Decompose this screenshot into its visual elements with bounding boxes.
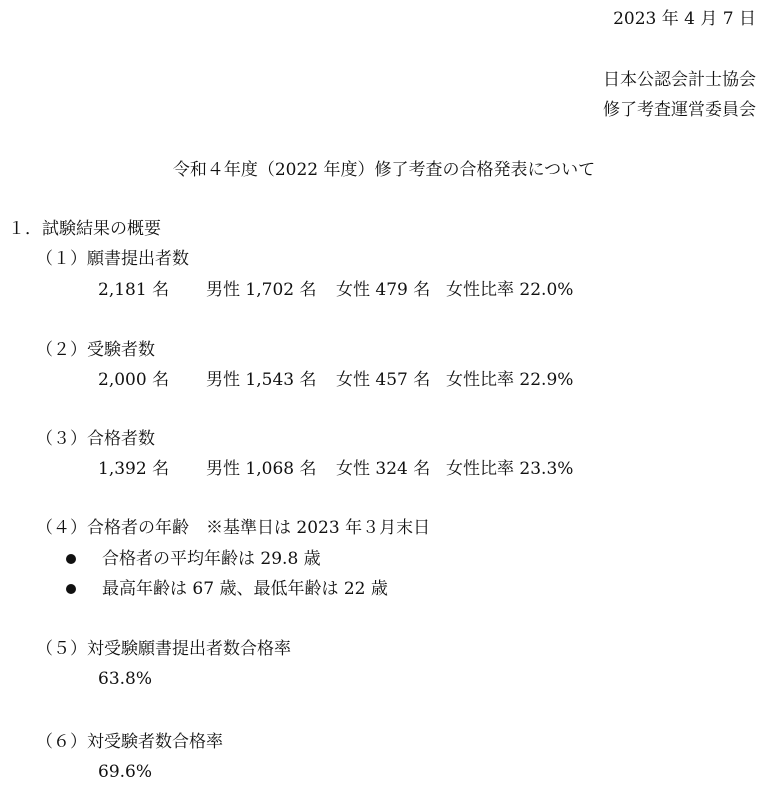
passers-male: 男性 1,068 名 (206, 459, 317, 479)
examinees-female: 女性 457 名 (336, 370, 431, 390)
organization-name: 日本公認会計士協会 (603, 70, 756, 90)
document-date: 2023 年 4 月 7 日 (613, 9, 756, 29)
bullet-icon (66, 584, 76, 594)
examinees-heading: （２）受験者数 (36, 340, 155, 360)
passers-heading: （３）合格者数 (36, 429, 155, 449)
ages-heading: （４）合格者の年齢 ※基準日は 2023 年３月末日 (36, 518, 431, 538)
section-heading: １．試験結果の概要 (8, 219, 161, 239)
applicants-male: 男性 1,702 名 (206, 280, 317, 300)
applicants-female-ratio: 女性比率 22.0% (446, 280, 574, 300)
average-age-text: 合格者の平均年齢は 29.8 歳 (102, 549, 321, 569)
age-range-text: 最高年齢は 67 歳、最低年齢は 22 歳 (102, 579, 388, 599)
applicants-heading: （１）願書提出者数 (36, 249, 189, 269)
applicants-total: 2,181 名 (98, 280, 170, 300)
passers-female-ratio: 女性比率 23.3% (446, 459, 574, 479)
rate-applicants-heading: （５）対受験願書提出者数合格率 (36, 639, 291, 659)
bullet-icon (66, 554, 76, 564)
document-title: 令和４年度（2022 年度）修了考査の合格発表について (172, 160, 596, 180)
committee-name: 修了考査運営委員会 (603, 100, 756, 120)
examinees-total: 2,000 名 (98, 370, 170, 390)
applicants-female: 女性 479 名 (336, 280, 431, 300)
passers-female: 女性 324 名 (336, 459, 431, 479)
examinees-male: 男性 1,543 名 (206, 370, 317, 390)
passers-total: 1,392 名 (98, 459, 170, 479)
rate-examinees-value: 69.6% (98, 762, 153, 782)
rate-examinees-heading: （６）対受験者数合格率 (36, 732, 223, 752)
rate-applicants-value: 63.8% (98, 669, 153, 689)
examinees-female-ratio: 女性比率 22.9% (446, 370, 574, 390)
